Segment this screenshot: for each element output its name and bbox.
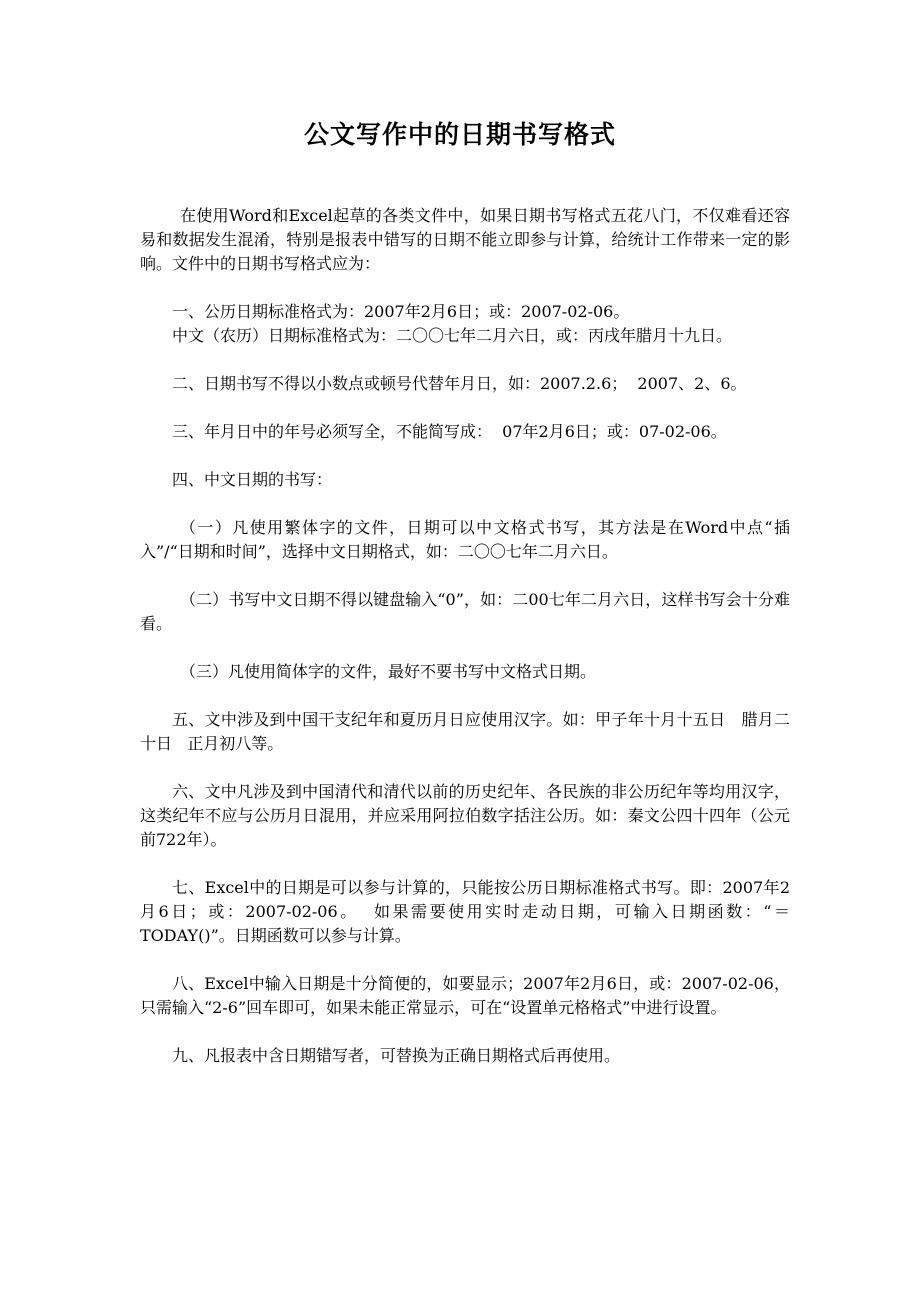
rule-4-sub-2: （二）书写中文日期不得以键盘输入“0”，如：二00七年二月六日，这样书写会十分难看。 (140, 590, 790, 633)
document-body (140, 204, 790, 1068)
rule-7: 七、Excel中的日期是可以参与计算的，只能按公历日期标准格式书写。即：2007年2月6日；或：2007-02-06。 如果需要使用实时走动日期，可输入日期函数：“＝TODAY()”。日期函数可以参与计算。 (140, 878, 790, 945)
rule-5: 五、文中涉及到中国干支纪年和夏历月日应使用汉字。如：甲子年十月十五日 腊月二十日 正月初八等。 (140, 710, 790, 753)
intro-paragraph: 在使用Word和Excel起草的各类文件中，如果日期书写格式五花八门，不仅难看还容易和数据发生混淆，特别是报表中错写的日期不能立即参与计算，给统计工作带来一定的影响。文件中的日期书写格式应为： (140, 206, 790, 273)
rule-6: 六、文中凡涉及到中国清代和清代以前的历史纪年、各民族的非公历纪年等均用汉字，这类纪年不应与公历月日混用，并应采用阿拉伯数字括注公历。如：秦文公四十四年（公元前722年）。 (140, 782, 790, 849)
rule-8: 八、Excel中输入日期是十分简便的，如要显示；2007年2月6日，或：2007-02-06，只需输入“2-6”回车即可，如果未能正常显示，可在“设置单元格格式”中进行设置。 (140, 974, 790, 1017)
rule-4-sub-3: （三）凡使用简体字的文件，最好不要书写中文格式日期。 (180, 662, 597, 681)
rule-1-gregorian: 一、公历日期标准格式为：2007年2月6日；或：2007-02-06。 (172, 302, 630, 321)
rule-1-lunar: 中文（农历）日期标准格式为：二〇〇七年二月六日，或：丙戌年腊月十九日。 (172, 326, 733, 345)
document-title: 公文写作中的日期书写格式 (303, 120, 616, 149)
rule-9: 九、凡报表中含日期错写者，可替换为正确日期格式后再使用。 (172, 1046, 621, 1065)
rule-3: 三、年月日中的年号必须写全，不能简写成： 07年2月6日；或：07-02-06。 (172, 422, 727, 441)
rule-2: 二、日期书写不得以小数点或顿号代替年月日，如：2007.2.6； 2007、2、6。 (172, 374, 747, 393)
rule-4-sub-1: （一）凡使用繁体字的文件，日期可以中文格式书写，其方法是在Word中点“插入”/“日期和时间”，选择中文日期格式，如：二〇〇七年二月六日。 (140, 518, 790, 561)
rule-4-heading: 四、中文日期的书写： (172, 470, 333, 489)
